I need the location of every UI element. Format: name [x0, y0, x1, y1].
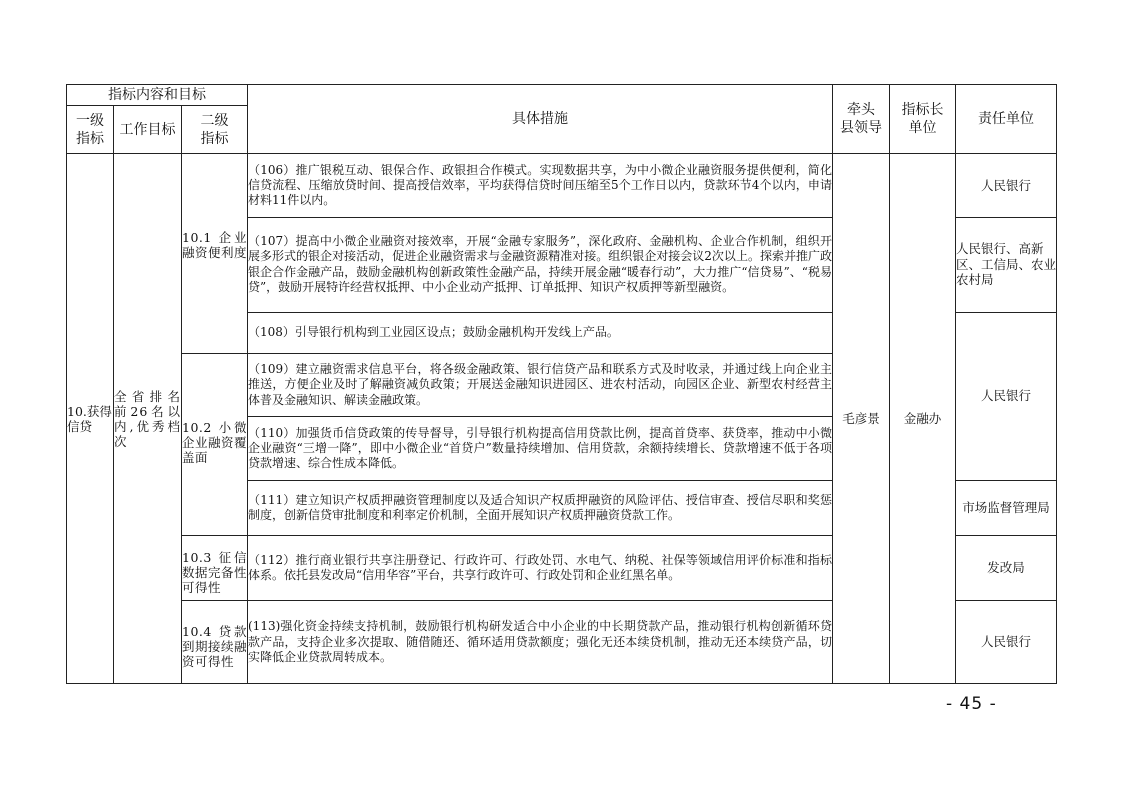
- responsible-unit: 人民银行、高新区、工信局、农业农村局: [956, 217, 1057, 312]
- measure-111: （111）建立知识产权质押融资管理制度以及适合知识产权质押融资的风险评估、授信审查、授信尽职和奖惩制度，创新信贷审批制度和利率定价机制，全面开展知识产权质押融资贷款工作。: [248, 480, 833, 535]
- sub-indicator-10-2: 10.2 小微企业融资覆盖面: [182, 353, 248, 535]
- page-number: - 45 -: [946, 694, 997, 714]
- responsible-unit: 人民银行: [956, 154, 1057, 217]
- measure-107: （107）提高中小微企业融资对接效率，开展“金融专家服务”，深化政府、金融机构、企业合作机制，组织开展多形式的银企对接活动，促进企业融资需求与金融资源精准对接。组织银企对接会议2次以上。探索并推广政银企合作金融产品，鼓励金融机构创新政策性金融产品，持续开展金融“暖春行动”，大力推广“信贷易”、“税易贷”，鼓励开展特许经营权抵押、中小企业动产抵押、订单抵押、知识产权质押等新型融资。: [248, 217, 833, 312]
- measure-112: （112）推行商业银行共享注册登记、行政许可、行政处罚、水电气、纳税、社保等领域信用评价标准和指标体系。依托县发改局“信用华容”平台，共享行政许可、行政处罚和企业红黑名单。: [248, 535, 833, 600]
- level1-indicator: 10.获得信贷: [67, 154, 114, 684]
- measure-109: （109）建立融资需求信息平台，将各级金融政策、银行信贷产品和联系方式及时收录，并通过线上向企业主推送，方便企业及时了解融资减负政策；开展送金融知识进园区、进农村活动，向园区企业、新型农村经营主体普及金融知识、解读金融政策。: [248, 353, 833, 416]
- responsible-unit: 人民银行: [956, 601, 1057, 684]
- measure-110: （110）加强货币信贷政策的传导督导，引导银行机构提高信用贷款比例，提高首贷率、获贷率，推动中小微企业融资“三增一降”，即中小微企业“首贷户”数量持续增加、信用贷款，余额持续增长、贷款增速不低于各项贷款增速、综合性成本降低。: [248, 417, 833, 480]
- sub-indicator-10-1: 10.1 企业融资便利度: [182, 154, 248, 353]
- sub-indicator-10-3: 10.3 征信数据完备性可得性: [182, 535, 248, 600]
- header-goal: 工作目标: [114, 106, 182, 154]
- table-row: [67, 154, 1057, 217]
- header-responsible: 责任单位: [956, 85, 1057, 154]
- responsible-unit: 人民银行: [956, 312, 1057, 480]
- indicator-table: [66, 84, 1057, 684]
- measure-113: (113)强化资金持续支持机制，鼓励银行机构研发适合中小企业的中长期贷款产品，推动银行机构创新循环贷款产品，支持企业多次提取、随借随还、循环适用贷款额度；强化无还本续贷机制，推动无还本续贷产品，切实降低企业贷款周转成本。: [248, 601, 833, 684]
- responsible-unit: 发改局: [956, 535, 1057, 600]
- header-measures: 具体措施: [248, 85, 833, 154]
- work-goal: 全省排名前26名以内,优秀档次: [114, 154, 182, 684]
- responsible-unit: 市场监督管理局: [956, 480, 1057, 535]
- header-unit: 指标长 单位: [890, 85, 956, 154]
- measure-106: （106）推广银税互动、银保合作、政银担合作模式。实现数据共享，为中小微企业融资服务提供便利，简化信贷流程、压缩放贷时间、提高授信效率，平均获得信贷时间压缩至5个工作日以内，贷款环节4个以内，申请材料11件以内。: [248, 154, 833, 217]
- measure-108: （108）引导银行机构到工业园区设点；鼓励金融机构开发线上产品。: [248, 312, 833, 353]
- sub-indicator-10-4: 10.4 贷款到期接续融资可得性: [182, 601, 248, 684]
- header-level1: 一级 指标: [67, 106, 114, 154]
- lead-leader: 毛彦景: [833, 154, 890, 684]
- header-lead: 牵头 县领导: [833, 85, 890, 154]
- header-level2: 二级 指标: [182, 106, 248, 154]
- indicator-unit: 金融办: [890, 154, 956, 684]
- header-indicator-group: 指标内容和目标: [67, 85, 248, 106]
